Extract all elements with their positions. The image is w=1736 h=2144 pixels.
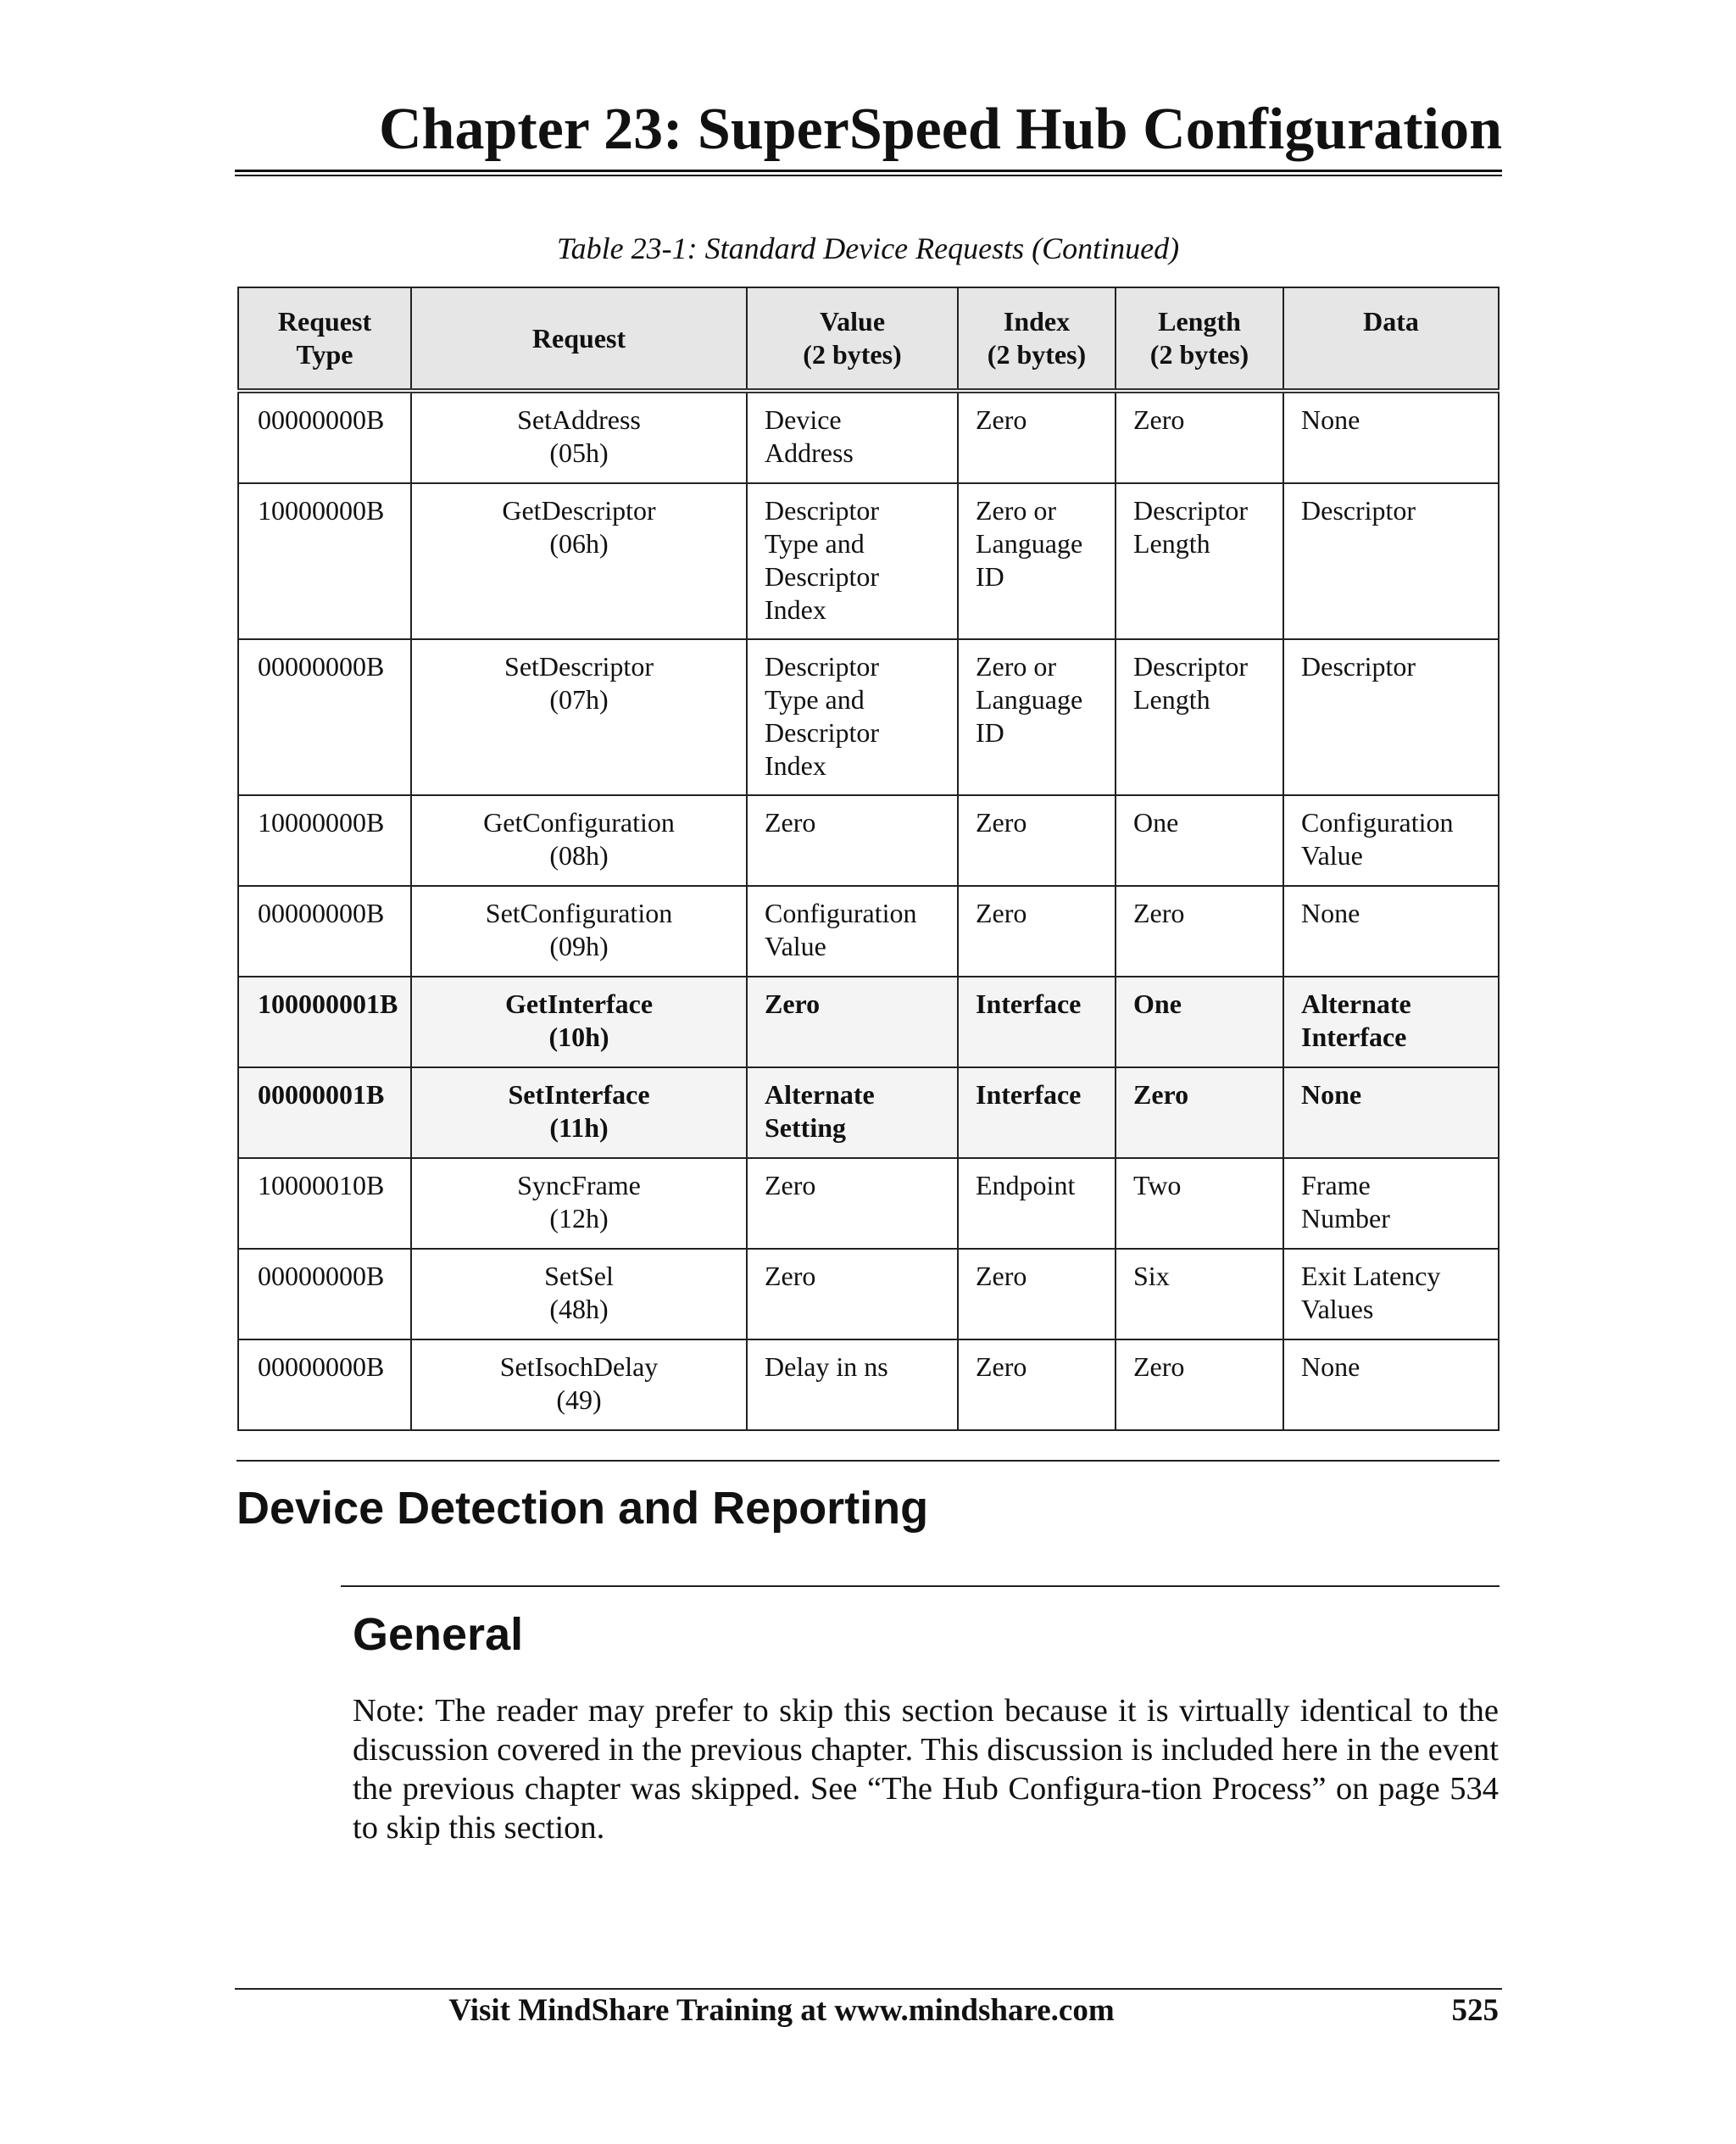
cell-content [1284, 1159, 1498, 1235]
cell-content [1284, 1250, 1498, 1326]
cell-line: Language [976, 528, 1083, 559]
data-cell [1283, 886, 1499, 977]
length-cell [1116, 795, 1283, 886]
cell-line: Value [819, 306, 886, 337]
cell-content [959, 887, 1115, 930]
cell-content [412, 796, 746, 872]
table-row [238, 391, 1499, 483]
cell-content [1116, 977, 1283, 1021]
value-cell [747, 639, 958, 795]
cell-content [1116, 796, 1283, 839]
cell-content [959, 977, 1115, 1021]
header-cell-content [748, 288, 957, 371]
cell-line: (2 bytes) [987, 339, 1087, 370]
cell-content [239, 640, 410, 683]
cell-line: Alternate [765, 1079, 875, 1110]
cell-line: Request [531, 322, 626, 354]
cell-line: SetDescriptor [504, 651, 654, 682]
cell-line: (08h) [549, 840, 609, 871]
cell-line: (2 bytes) [1149, 339, 1249, 370]
cell-line: Descriptor [1301, 495, 1416, 526]
length-cell [1116, 886, 1283, 977]
request-cell [411, 1158, 747, 1249]
cell-line: (49) [556, 1384, 602, 1415]
cell-line: 100000001B [258, 988, 398, 1019]
request-type-cell [238, 795, 411, 886]
cell-content [1284, 887, 1498, 930]
cell-line: Index [765, 750, 826, 781]
cell-line: Index [765, 594, 826, 625]
data-cell [1283, 391, 1499, 483]
request-cell [411, 886, 747, 977]
request-type-cell [238, 977, 411, 1067]
request-type-cell [238, 1158, 411, 1249]
cell-line: 00000001B [258, 1079, 385, 1110]
cell-line: 00000000B [258, 898, 385, 928]
cell-content [748, 640, 957, 782]
request-cell [411, 391, 747, 483]
cell-line: Descriptor [765, 495, 880, 526]
cell-line: SetIsochDelay [499, 1351, 659, 1382]
value-cell [747, 391, 958, 483]
cell-line: Alternate [1301, 988, 1411, 1019]
note-paragraph: Note: The reader may prefer to skip this section because it is virtually identical to the discussion covered in the previous chapter. This discussion is included here in the event the previous chapter was skipped. See “The Hub Configura-tion Process” on page 534 to skip this section. [353, 1693, 1499, 1846]
data-cell [1283, 1158, 1499, 1249]
cell-line: Two [1133, 1170, 1182, 1200]
index-cell [958, 795, 1116, 886]
cell-line: GetInterface [504, 988, 654, 1019]
cell-content [1116, 484, 1283, 560]
index-cell [958, 1158, 1116, 1249]
value-cell [747, 1158, 958, 1249]
cell-line: Type and [765, 684, 865, 715]
request-type-cell [238, 886, 411, 977]
index-cell [958, 639, 1116, 795]
cell-line: (11h) [549, 1112, 609, 1143]
header-cell-content [412, 322, 746, 355]
cell-line: Zero [976, 1261, 1027, 1291]
cell-line: ID [976, 717, 1004, 748]
cell-line: Data [1363, 306, 1419, 337]
cell-content [748, 484, 957, 626]
index-cell [958, 483, 1116, 639]
cell-line: Zero [1133, 898, 1185, 928]
cell-content [239, 1250, 410, 1293]
table-header [238, 287, 1499, 391]
length-cell [1116, 391, 1283, 483]
cell-line: Zero [1133, 1079, 1189, 1110]
cell-content [1284, 796, 1498, 872]
table-row [238, 1249, 1499, 1339]
value-cell [747, 886, 958, 977]
cell-content [412, 1068, 746, 1144]
cell-content [959, 640, 1115, 749]
index-cell [958, 977, 1116, 1067]
cell-line: None [1301, 404, 1360, 435]
length-cell [1116, 1339, 1283, 1430]
header-request [411, 287, 747, 391]
request-cell [411, 795, 747, 886]
cell-content [412, 393, 746, 470]
cell-content [239, 1340, 410, 1384]
cell-content [959, 1159, 1115, 1202]
cell-line: Descriptor [765, 651, 880, 682]
table-row [238, 483, 1499, 639]
section-rule [236, 1460, 1500, 1462]
cell-line: Values [1301, 1294, 1374, 1324]
header-cell-content [1284, 288, 1498, 338]
cell-line: Configuration [1301, 807, 1454, 838]
data-cell [1283, 639, 1499, 795]
standard-device-requests-table [237, 287, 1500, 1431]
cell-line: Setting [765, 1112, 846, 1143]
cell-content [748, 977, 957, 1021]
cell-line: Interface [976, 988, 1082, 1019]
cell-line: ID [976, 561, 1004, 592]
cell-content [959, 1250, 1115, 1293]
cell-content [748, 887, 957, 963]
cell-content [412, 887, 746, 963]
cell-line: SetSel [544, 1261, 614, 1291]
cell-line: Zero [765, 807, 816, 838]
length-cell [1116, 1067, 1283, 1158]
header-value [747, 287, 958, 391]
index-cell [958, 1067, 1116, 1158]
cell-content [1284, 977, 1498, 1054]
cell-line: (2 bytes) [803, 339, 902, 370]
length-cell [1116, 977, 1283, 1067]
cell-content [239, 1159, 410, 1202]
cell-content [748, 1250, 957, 1293]
length-cell [1116, 639, 1283, 795]
cell-line: (48h) [549, 1294, 609, 1324]
cell-line: (07h) [549, 684, 609, 715]
cell-content [239, 1068, 410, 1111]
data-cell [1283, 1067, 1499, 1158]
request-type-cell [238, 391, 411, 483]
value-cell [747, 1339, 958, 1430]
cell-content [1116, 1250, 1283, 1293]
cell-line: Descriptor [1301, 651, 1416, 682]
table-row [238, 1339, 1499, 1430]
table-body [238, 391, 1499, 1430]
length-cell [1116, 1158, 1283, 1249]
request-type-cell [238, 483, 411, 639]
cell-line: None [1301, 1079, 1362, 1110]
cell-content [748, 1068, 957, 1144]
index-cell [958, 1249, 1116, 1339]
cell-content [1116, 1159, 1283, 1202]
header-rule-bottom [235, 175, 1502, 176]
header-rule-top [235, 170, 1502, 172]
data-cell [1283, 977, 1499, 1067]
cell-content [959, 1068, 1115, 1111]
cell-line: One [1133, 988, 1182, 1019]
cell-line: Interface [1301, 1022, 1407, 1052]
cell-content [959, 796, 1115, 839]
cell-content [412, 1340, 746, 1417]
cell-line: Zero [976, 898, 1027, 928]
section-heading: Device Detection and Reporting [236, 1483, 929, 1534]
cell-line: (10h) [548, 1022, 609, 1052]
request-type-cell [238, 639, 411, 795]
cell-content [959, 484, 1115, 593]
request-type-cell [238, 1249, 411, 1339]
cell-content [1116, 393, 1283, 437]
cell-content [412, 1250, 746, 1326]
request-cell [411, 1339, 747, 1430]
cell-line: 10000010B [258, 1170, 385, 1200]
subsection-rule [341, 1585, 1500, 1587]
cell-line: Zero [976, 807, 1027, 838]
cell-line: Length [1158, 306, 1241, 337]
cell-line: 00000000B [258, 1261, 385, 1291]
cell-line: Type [296, 339, 353, 370]
table-row [238, 886, 1499, 977]
cell-content [748, 1159, 957, 1202]
cell-content [1116, 887, 1283, 930]
cell-content [959, 1340, 1115, 1384]
cell-line: Exit Latency [1301, 1261, 1441, 1291]
header-cell-content [959, 288, 1115, 371]
cell-content [959, 393, 1115, 437]
cell-line: Frame [1301, 1170, 1371, 1200]
cell-content [412, 484, 746, 560]
cell-line: Value [1301, 840, 1363, 871]
cell-line: GetDescriptor [502, 495, 656, 526]
chapter-title: Chapter 23: SuperSpeed Hub Configuration [378, 97, 1502, 162]
cell-line: Zero [976, 1351, 1027, 1382]
value-cell [747, 795, 958, 886]
value-cell [747, 1249, 958, 1339]
data-cell [1283, 795, 1499, 886]
length-cell [1116, 483, 1283, 639]
cell-line: Number [1301, 1203, 1390, 1233]
cell-line: Descriptor [765, 561, 880, 592]
cell-content [1116, 640, 1283, 716]
data-cell [1283, 483, 1499, 639]
cell-content [412, 640, 746, 716]
request-type-cell [238, 1067, 411, 1158]
cell-line: 00000000B [258, 651, 385, 682]
cell-line: 10000000B [258, 807, 385, 838]
cell-content [1284, 484, 1498, 527]
cell-line: Zero or [976, 495, 1057, 526]
table-row [238, 639, 1499, 795]
data-cell [1283, 1249, 1499, 1339]
cell-line: None [1301, 898, 1360, 928]
cell-content [412, 1159, 746, 1235]
cell-line: Address [765, 437, 854, 468]
header-index [958, 287, 1116, 391]
cell-line: SyncFrame [517, 1170, 641, 1200]
cell-line: Index [1003, 306, 1071, 337]
table-caption: Table 23-1: Standard Device Requests (Continued) [556, 231, 1180, 265]
table-row [238, 1158, 1499, 1249]
cell-content [239, 393, 410, 437]
request-type-cell [238, 1339, 411, 1430]
cell-line: Length [1133, 684, 1210, 715]
header-data [1283, 287, 1499, 391]
cell-content [239, 796, 410, 839]
cell-line: 00000000B [258, 404, 385, 435]
footer-rule [235, 1988, 1502, 1990]
table-header-row [238, 287, 1499, 391]
cell-line: One [1133, 807, 1179, 838]
cell-line: Configuration [765, 898, 917, 928]
cell-content [239, 977, 410, 1021]
cell-line: Length [1133, 528, 1210, 559]
cell-line: Six [1133, 1261, 1170, 1291]
cell-line: Descriptor [1133, 651, 1249, 682]
value-cell [747, 977, 958, 1067]
cell-line: Zero or [976, 651, 1057, 682]
cell-line: SetInterface [508, 1079, 650, 1110]
cell-content [239, 887, 410, 930]
table-row-highlighted [238, 977, 1499, 1067]
request-cell [411, 1067, 747, 1158]
table-row [238, 795, 1499, 886]
cell-line: SetAddress [517, 404, 641, 435]
request-cell [411, 1249, 747, 1339]
cell-content [748, 393, 957, 470]
header-cell-content [1116, 288, 1283, 371]
header-cell-content [239, 288, 410, 371]
cell-content [748, 1340, 957, 1384]
cell-line: Zero [1133, 404, 1185, 435]
index-cell [958, 886, 1116, 977]
cell-content [748, 796, 957, 839]
request-cell [411, 977, 747, 1067]
cell-line: (05h) [549, 437, 609, 468]
page-number: 525 [1451, 1993, 1499, 2028]
cell-line: Zero [765, 988, 821, 1019]
cell-content [1116, 1068, 1283, 1111]
cell-line: (12h) [549, 1203, 609, 1233]
subsection-heading: General [353, 1609, 524, 1660]
cell-line: Interface [976, 1079, 1082, 1110]
cell-line: (06h) [549, 528, 609, 559]
cell-line: Zero [765, 1170, 816, 1200]
cell-line: GetConfiguration [483, 807, 675, 838]
value-cell [747, 1067, 958, 1158]
cell-line: Request [277, 306, 372, 337]
cell-line: Endpoint [976, 1170, 1076, 1200]
footer-text: Visit MindShare Training at www.mindshare.com [448, 1993, 1115, 2028]
cell-line: Delay in ns [765, 1351, 888, 1382]
cell-line: Zero [976, 404, 1027, 435]
cell-content [1284, 393, 1498, 437]
cell-line: 10000000B [258, 495, 385, 526]
cell-line: Zero [1133, 1351, 1185, 1382]
header-length [1116, 287, 1283, 391]
cell-content [239, 484, 410, 527]
cell-content [1284, 640, 1498, 683]
cell-line: None [1301, 1351, 1360, 1382]
cell-line: SetConfiguration [485, 898, 673, 928]
cell-line: Language [976, 684, 1083, 715]
cell-content [1284, 1340, 1498, 1384]
table-row-highlighted [238, 1067, 1499, 1158]
data-cell [1283, 1339, 1499, 1430]
requests-table-container [237, 287, 1498, 1431]
length-cell [1116, 1249, 1283, 1339]
request-cell [411, 639, 747, 795]
cell-content [412, 977, 746, 1054]
cell-line: Value [765, 931, 826, 961]
index-cell [958, 391, 1116, 483]
cell-line: Zero [765, 1261, 816, 1291]
index-cell [958, 1339, 1116, 1430]
cell-line: Device [765, 404, 842, 435]
cell-line: (09h) [549, 931, 609, 961]
cell-content [1284, 1068, 1498, 1111]
cell-line: Descriptor [765, 717, 880, 748]
cell-line: Type and [765, 528, 865, 559]
header-request-type [238, 287, 411, 391]
cell-line: Descriptor [1133, 495, 1249, 526]
request-cell [411, 483, 747, 639]
value-cell [747, 483, 958, 639]
cell-content [1116, 1340, 1283, 1384]
cell-line: 00000000B [258, 1351, 385, 1382]
